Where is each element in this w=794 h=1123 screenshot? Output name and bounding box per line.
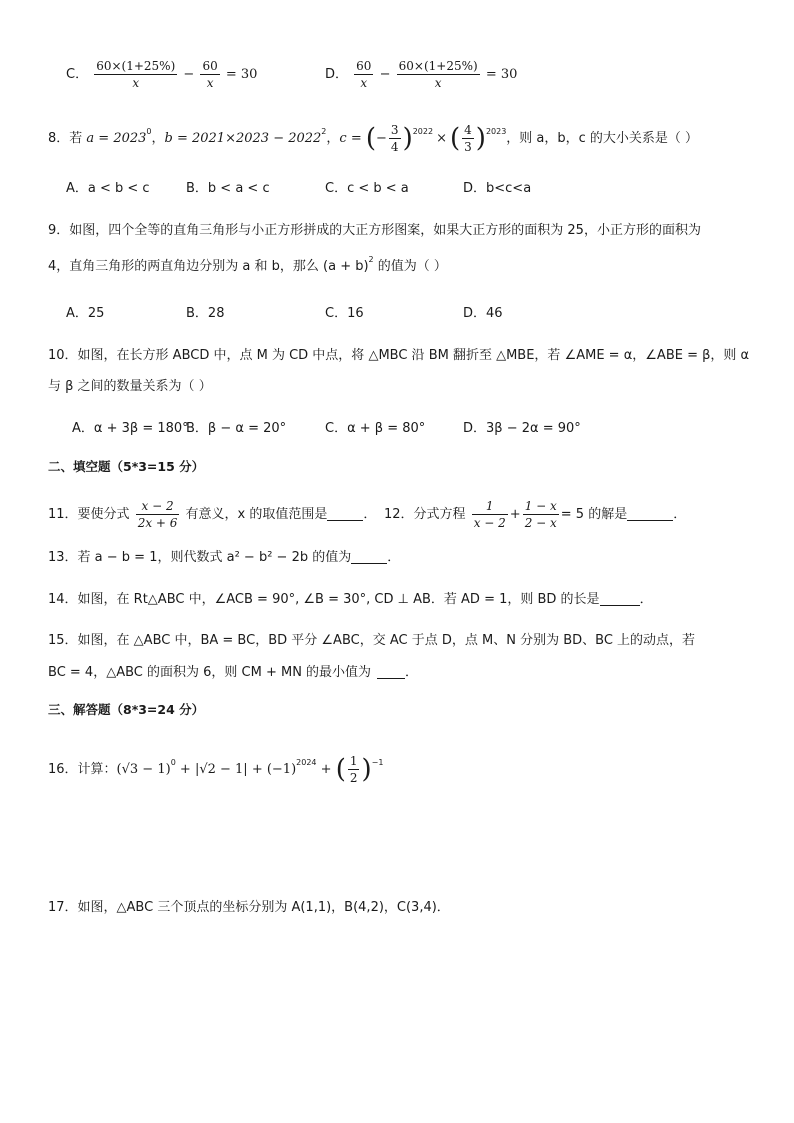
question-12: 12．分式方程 $\frac{1}{x - 2}$ + $\frac{1 - x}{2 - x}$ = 5 的解是 ． bbox=[384, 499, 687, 530]
q7-c-fraction-1: $\frac{60\times(1+25\%)}{x}$ bbox=[96, 59, 176, 90]
q8-option-d: D．b<c<a bbox=[463, 181, 532, 196]
q10-option-a: A．α + 3β = 180° bbox=[72, 421, 189, 436]
question-10-line-1: 10．如图，在长方形 ABCD 中，点 M 为 CD 中点，将 △MBC 沿 BM 翻折至 △MBE，若 ∠AME = α，∠ABE = β，则 α bbox=[48, 348, 750, 363]
question-8: 8．若 $a = 2023^0$，$b = 2021\times 2023 - 2022^2$，c = (− $\frac{3}{4}$ )$^{2022}$ × ( $\frac{4}{3}$ )$^{2023}$，则 a，b，c 的大小关系是（ ） bbox=[48, 123, 699, 154]
q7-d-fraction-1: $\frac{60}{x}$ bbox=[356, 59, 372, 90]
q16-fraction: $\frac{1}{2}$ bbox=[349, 754, 358, 785]
q8-option-b: B．b < a < c bbox=[186, 181, 270, 196]
q8-option-c: C．c < b < a bbox=[325, 181, 409, 196]
q9-option-b: B．28 bbox=[186, 306, 225, 321]
q7-c-label: C． bbox=[66, 67, 89, 82]
question-17: 17．如图，△ABC 三个顶点的坐标分别为 A(1,1)，B(4,2)，C(3,4)． bbox=[48, 900, 450, 915]
q8-fraction-2: $\frac{4}{3}$ bbox=[464, 123, 472, 154]
q7-option-d: D． $\frac{60}{x}$ − $\frac{60\times(1+25\%)}{x}$ = 30 bbox=[325, 59, 518, 90]
q7-option-c: C． $\frac{60\times(1+25\%)}{x}$ − $\frac{60}{x}$ = 30 bbox=[66, 59, 258, 90]
question-16: 16．计算：$(√3 - 1)^0 + |√2 - 1| + (-1)^{2024}$ + ( $\frac{1}{2}$ )$^{-1}$ bbox=[48, 754, 384, 785]
q10-option-c: C．α + β = 80° bbox=[325, 421, 426, 436]
q9-option-a: A．25 bbox=[66, 306, 105, 321]
question-14: 14．如图，在 Rt△ABC 中，∠ACB = 90°, ∠B = 30°, CD ⊥ AB．若 AD = 1，则 BD 的长是 ． bbox=[48, 592, 653, 607]
q7-c-fraction-2: $\frac{60}{x}$ bbox=[202, 59, 218, 90]
q13-answer-blank[interactable] bbox=[351, 549, 387, 564]
q8-option-a: A．a < b < c bbox=[66, 181, 150, 196]
q11-fraction: $\frac{x - 2}{2x + 6}$ bbox=[137, 499, 178, 530]
question-9-line-2: 4，直角三角形的两直角边分别为 a 和 b，那么 $(a + b)^2$ 的值为（ ） bbox=[48, 255, 447, 274]
q7-d-fraction-2: $\frac{60\times(1+25\%)}{x}$ bbox=[398, 59, 478, 90]
q12-fraction-1: $\frac{1}{x - 2}$ bbox=[473, 499, 506, 530]
q14-answer-blank[interactable] bbox=[600, 591, 640, 606]
question-9-line-1: 9．如图，四个全等的直角三角形与小正方形拼成的大正方形图案，如果大正方形的面积为 25，小正方形的面积为 bbox=[48, 223, 701, 238]
question-13: 13．若 a − b = 1，则代数式 a² − b² − 2b 的值为 ． bbox=[48, 550, 401, 565]
question-15-line-2: BC = 4，△ABC 的面积为 6，则 CM + MN 的最小值为 ． bbox=[48, 665, 419, 680]
question-15-line-1: 15．如图，在 △ABC 中，BA = BC，BD 平分 ∠ABC，交 AC 于点 D，点 M、N 分别为 BD、BC 上的动点，若 bbox=[48, 633, 696, 648]
q10-option-b: B．β − α = 20° bbox=[186, 421, 287, 436]
q7-d-label: D． bbox=[325, 67, 349, 82]
q12-fraction-2: $\frac{1 - x}{2 - x}$ bbox=[524, 499, 557, 530]
question-11: 11．要使分式 $\frac{x - 2}{2x + 6}$ 有意义，x 的取值范围是 ． bbox=[48, 499, 377, 530]
q8-fraction-1: $\frac{3}{4}$ bbox=[390, 123, 399, 154]
section-3-heading: 三、解答题（8*3=24 分） bbox=[48, 702, 205, 717]
question-10-line-2: 与 β 之间的数量关系为（ ） bbox=[48, 379, 212, 394]
q10-option-d: D．3β − 2α = 90° bbox=[463, 421, 581, 436]
q9-option-d: D．46 bbox=[463, 306, 503, 321]
q9-option-c: C．16 bbox=[325, 306, 364, 321]
q11-answer-blank[interactable] bbox=[327, 506, 363, 521]
q12-answer-blank[interactable] bbox=[627, 506, 673, 521]
q15-answer-blank[interactable] bbox=[377, 664, 405, 679]
section-2-heading: 二、填空题（5*3=15 分） bbox=[48, 459, 205, 474]
